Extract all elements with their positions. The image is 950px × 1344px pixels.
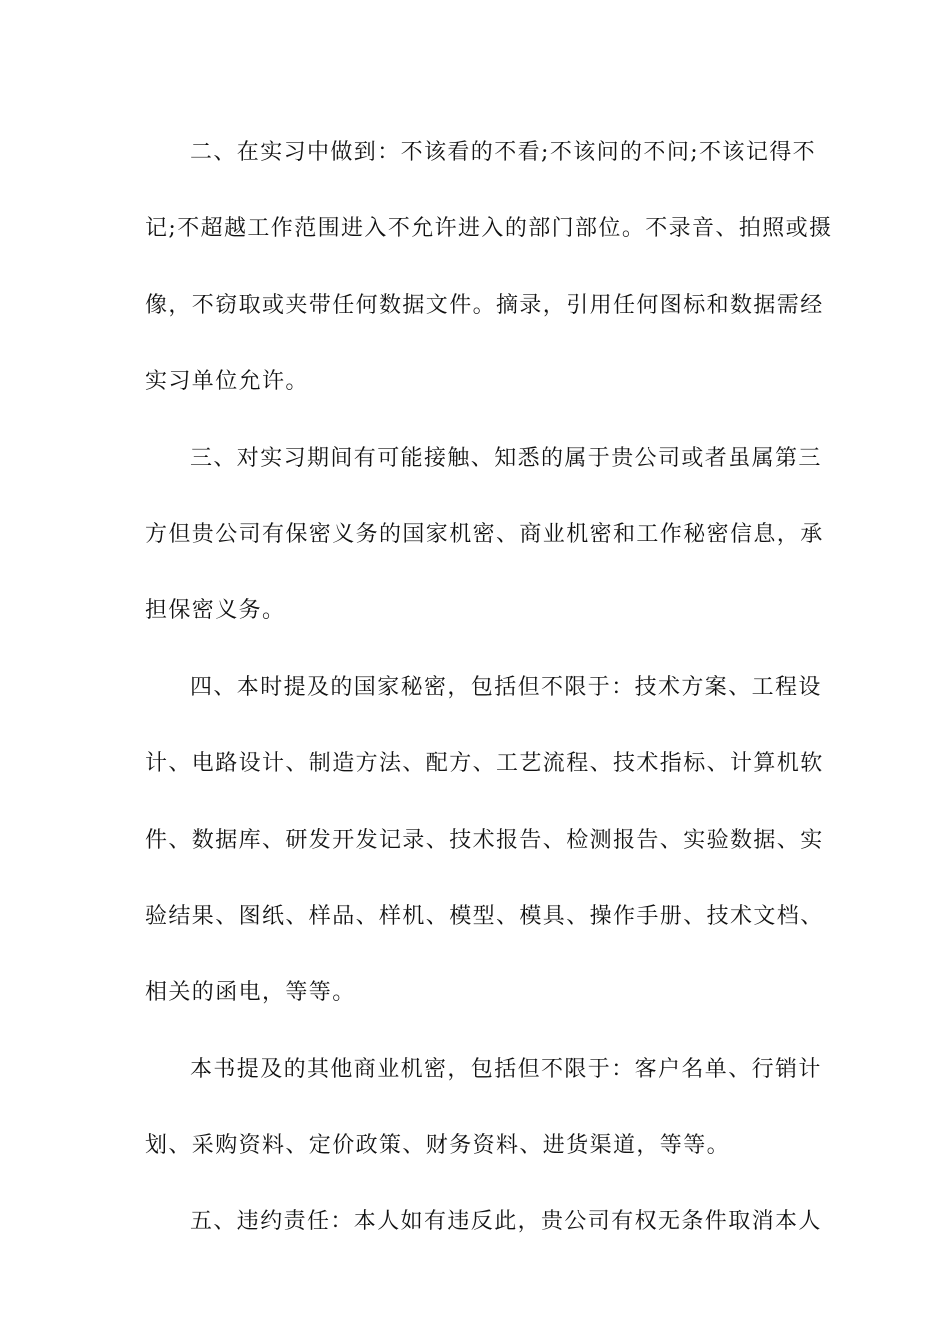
text-line: 方但贵公司有保密义务的国家机密、商业机密和工作秘密信息，承 bbox=[145, 521, 824, 547]
text-line: 像，不窃取或夹带任何数据文件。摘录，引用任何图标和数据需经 bbox=[145, 292, 824, 318]
text-line: 二、在实习中做到：不该看的不看;不该问的不问;不该记得不 bbox=[190, 140, 817, 165]
text-line: 五、违约责任：本人如有违反此，贵公司有权无条件取消本人 bbox=[190, 1209, 822, 1235]
text-line: 三、对实习期间有可能接触、知悉的属于贵公司或者虽属第三 bbox=[190, 445, 822, 471]
text-line: 计、电路设计、制造方法、配方、工艺流程、技术指标、计算机软 bbox=[145, 751, 824, 777]
text-line: 划、采购资料、定价政策、财务资料、进货渠道，等等。 bbox=[145, 1133, 731, 1159]
text-line: 四、本时提及的国家秘密，包括但不限于：技术方案、工程设 bbox=[190, 674, 822, 700]
text-line: 担保密义务。 bbox=[145, 598, 286, 624]
paragraph-commercial-secrets-scope bbox=[145, 1043, 822, 1173]
paragraph-breach-liability bbox=[145, 1195, 822, 1249]
paragraph-state-secrets-scope bbox=[145, 661, 824, 1021]
text-line: 相关的函电，等等。 bbox=[145, 980, 356, 1006]
text-line: 件、数据库、研发开发记录、技术报告、检测报告、实验数据、实 bbox=[145, 827, 824, 853]
text-line: 验结果、图纸、样品、样机、模型、模具、操作手册、技术文档、 bbox=[145, 903, 824, 929]
document-body bbox=[145, 126, 833, 1272]
paragraph-internship-conduct bbox=[145, 126, 833, 409]
text-line: 实习单位允许。 bbox=[145, 369, 309, 395]
text-line: 本书提及的其他商业机密，包括但不限于：客户名单、行销计 bbox=[190, 1056, 822, 1082]
paragraph-confidentiality-duty bbox=[145, 432, 824, 639]
text-line: 记;不超越工作范围进入不允许进入的部门部位。不录音、拍照或摄 bbox=[145, 216, 833, 242]
